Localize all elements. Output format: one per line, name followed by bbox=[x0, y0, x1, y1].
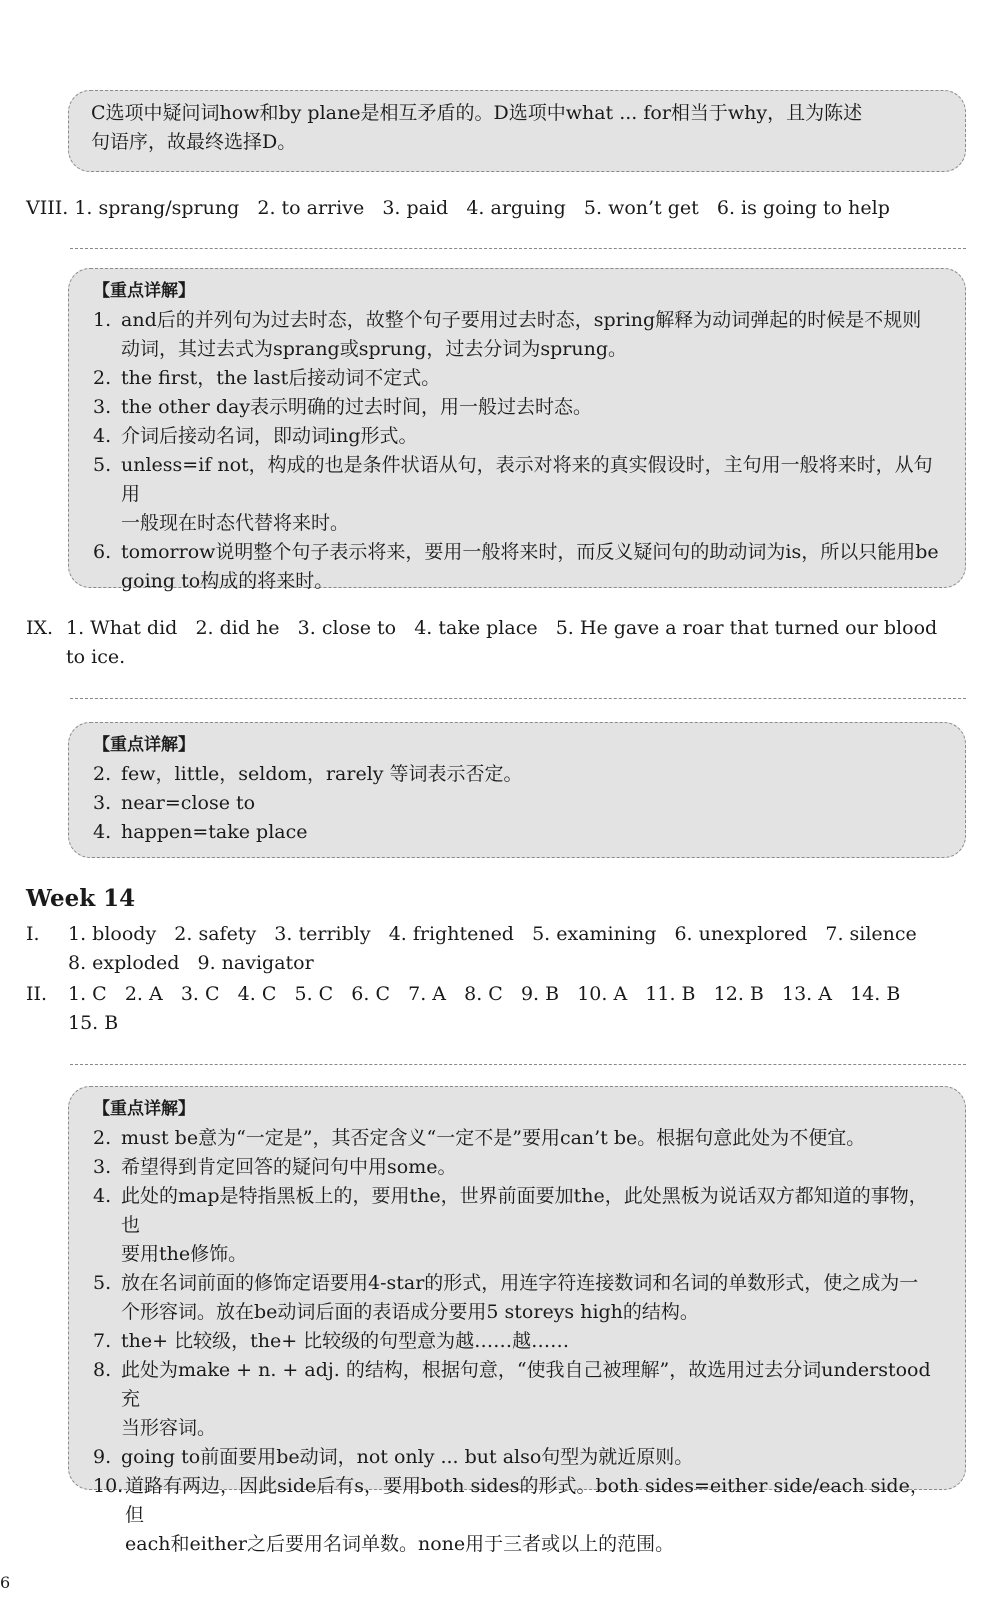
explanation-item bbox=[93, 1443, 943, 1472]
section-ii-answers bbox=[26, 980, 966, 1038]
item-line: unless=if not，构成的也是条件状语从句，表示对将来的真实假设时，主句用一般将来时，从句用 bbox=[121, 454, 933, 505]
item-line: 放在名词前面的修饰定语要用4-star的形式，用连字符连接数词和名词的单数形式，使之成为一 bbox=[121, 1272, 919, 1294]
item-number: 5. bbox=[93, 454, 112, 476]
item-text: few，little，seldom，rarely 等词表示否定。 bbox=[121, 763, 523, 785]
section-viii-text: 1. sprang/sprung 2. to arrive 3. paid 4. arguing 5. won’t get 6. is going to help bbox=[74, 197, 890, 219]
item-text: going to前面要用be动词，not only ... but also句型为就近原则。 bbox=[121, 1446, 694, 1468]
answer-line: 1. C 2. A 3. C 4. C 5. C 6. C 7. A 8. C 9. B 10. A 11. B 12. B 13. A 14. B bbox=[68, 983, 901, 1005]
item-text: the other day表示明确的过去时间，用一般过去时态。 bbox=[121, 396, 593, 418]
section-i-label: I. bbox=[26, 923, 40, 945]
section-viii-answers bbox=[26, 194, 966, 223]
item-text: 希望得到肯定回答的疑问句中用some。 bbox=[121, 1156, 457, 1178]
item-text: 介词后接动名词，即动词ing形式。 bbox=[121, 425, 418, 447]
item-number: 2. bbox=[93, 763, 112, 785]
item-text bbox=[121, 1269, 943, 1327]
item-number: 3. bbox=[93, 396, 112, 418]
item-text: near=close to bbox=[121, 792, 256, 814]
explanation-item bbox=[93, 538, 943, 596]
item-line: tomorrow说明整个句子表示将来，要用一般将来时，而反义疑问句的助动词为is，所以只能用be bbox=[121, 541, 939, 563]
item-text: must be意为“一定是”，其否定含义“一定不是”要用can’t be。根据句意此处为不便宜。 bbox=[121, 1127, 866, 1149]
explanation-item bbox=[93, 451, 943, 538]
item-number: 4. bbox=[93, 1185, 112, 1207]
item-text bbox=[121, 306, 943, 364]
item-text: happen=take place bbox=[121, 821, 308, 843]
item-number: 9. bbox=[93, 1446, 112, 1468]
page-number: 6 bbox=[0, 1573, 11, 1592]
item-text bbox=[121, 1356, 943, 1443]
box-line: 句语序，故最终选择D。 bbox=[91, 131, 297, 153]
explanation-box-c-note bbox=[68, 90, 966, 172]
dashed-divider bbox=[70, 248, 966, 249]
item-number: 2. bbox=[93, 367, 112, 389]
explanation-item bbox=[93, 1327, 943, 1356]
item-line: 道路有两边，因此side后有s，要用both sides的形式。both sides=either side/each side，但 bbox=[125, 1475, 929, 1526]
item-text: the+ 比较级，the+ 比较级的句型意为越……越…… bbox=[121, 1330, 570, 1352]
item-number: 6. bbox=[93, 541, 112, 563]
item-line: 要用the修饰。 bbox=[121, 1243, 248, 1265]
dashed-divider bbox=[70, 1064, 966, 1065]
section-ii-text bbox=[68, 980, 966, 1038]
explanation-box-ix bbox=[68, 722, 966, 858]
box-title: 【重点详解】 bbox=[93, 1099, 195, 1119]
week-heading: Week 14 bbox=[26, 885, 136, 912]
section-ii-label: II. bbox=[26, 983, 48, 1005]
item-line: 此处的map是特指黑板上的，要用the，世界前面要加the，此处黑板为说话双方都知道的事物，也 bbox=[121, 1185, 928, 1236]
answer-line: 1. bloody 2. safety 3. terribly 4. frightened 5. examining 6. unexplored 7. silence bbox=[68, 923, 917, 945]
answer-line: 1. What did 2. did he 3. close to 4. take place 5. He gave a roar that turned our blood bbox=[66, 617, 938, 639]
item-number: 1. bbox=[93, 309, 112, 331]
explanation-box-ii bbox=[68, 1086, 966, 1555]
item-line: 一般现在时态代替将来时。 bbox=[121, 512, 350, 534]
section-ix-text bbox=[66, 614, 966, 672]
item-line: 个形容词。放在be动词后面的表语成分要用5 storeys high的结构。 bbox=[121, 1301, 699, 1323]
answer-line: to ice. bbox=[66, 646, 126, 668]
item-number: 8. bbox=[93, 1359, 112, 1381]
explanation-item bbox=[93, 1182, 943, 1269]
item-number: 3. bbox=[93, 792, 112, 814]
item-text bbox=[125, 1472, 943, 1559]
item-number: 10. bbox=[93, 1475, 124, 1497]
item-text bbox=[121, 538, 943, 596]
box-title: 【重点详解】 bbox=[93, 735, 195, 755]
answer-line: 8. exploded 9. navigator bbox=[68, 952, 314, 974]
item-text bbox=[121, 1182, 943, 1269]
item-line: 当形容词。 bbox=[121, 1417, 217, 1439]
item-text: the first，the last后接动词不定式。 bbox=[121, 367, 441, 389]
item-line: each和either之后要用名词单数。none用于三者或以上的范围。 bbox=[125, 1533, 675, 1555]
explanation-box-viii bbox=[68, 268, 966, 592]
item-text bbox=[121, 451, 943, 538]
item-number: 4. bbox=[93, 821, 112, 843]
explanation-item bbox=[93, 393, 943, 422]
box-line: C选项中疑问词how和by plane是相互矛盾的。D选项中what ... for相当于why，且为陈述 bbox=[91, 102, 863, 124]
explanation-item bbox=[93, 1124, 943, 1153]
explanation-item bbox=[93, 1269, 943, 1327]
explanation-item bbox=[93, 818, 943, 847]
section-ix-answers bbox=[26, 614, 966, 672]
item-line: 此处为make + n. + adj. 的结构，根据句意，“使我自己被理解”，故选用过去分词understood充 bbox=[121, 1359, 931, 1410]
explanation-item bbox=[93, 306, 943, 364]
item-number: 2. bbox=[93, 1127, 112, 1149]
dashed-divider bbox=[70, 698, 966, 699]
box-title: 【重点详解】 bbox=[93, 281, 195, 301]
item-number: 5. bbox=[93, 1272, 112, 1294]
answer-line: 15. B bbox=[68, 1012, 119, 1034]
section-i-answers bbox=[26, 920, 966, 978]
item-line: and后的并列句为过去时态，故整个句子要用过去时态，spring解释为动词弹起的时候是不规则 bbox=[121, 309, 922, 331]
section-ix-label: IX. bbox=[26, 617, 54, 639]
explanation-item bbox=[93, 1472, 943, 1559]
item-line: 动词，其过去式为sprang或sprung，过去分词为sprung。 bbox=[121, 338, 627, 360]
explanation-item bbox=[93, 789, 943, 818]
item-number: 4. bbox=[93, 425, 112, 447]
item-line: going to构成的将来时。 bbox=[121, 570, 334, 592]
item-number: 3. bbox=[93, 1156, 112, 1178]
explanation-item bbox=[93, 422, 943, 451]
explanation-item bbox=[93, 760, 943, 789]
explanation-item bbox=[93, 1356, 943, 1443]
explanation-item bbox=[93, 1153, 943, 1182]
section-viii-label: VIII. bbox=[26, 197, 69, 219]
section-i-text bbox=[68, 920, 966, 978]
item-number: 7. bbox=[93, 1330, 112, 1352]
explanation-item bbox=[93, 364, 943, 393]
